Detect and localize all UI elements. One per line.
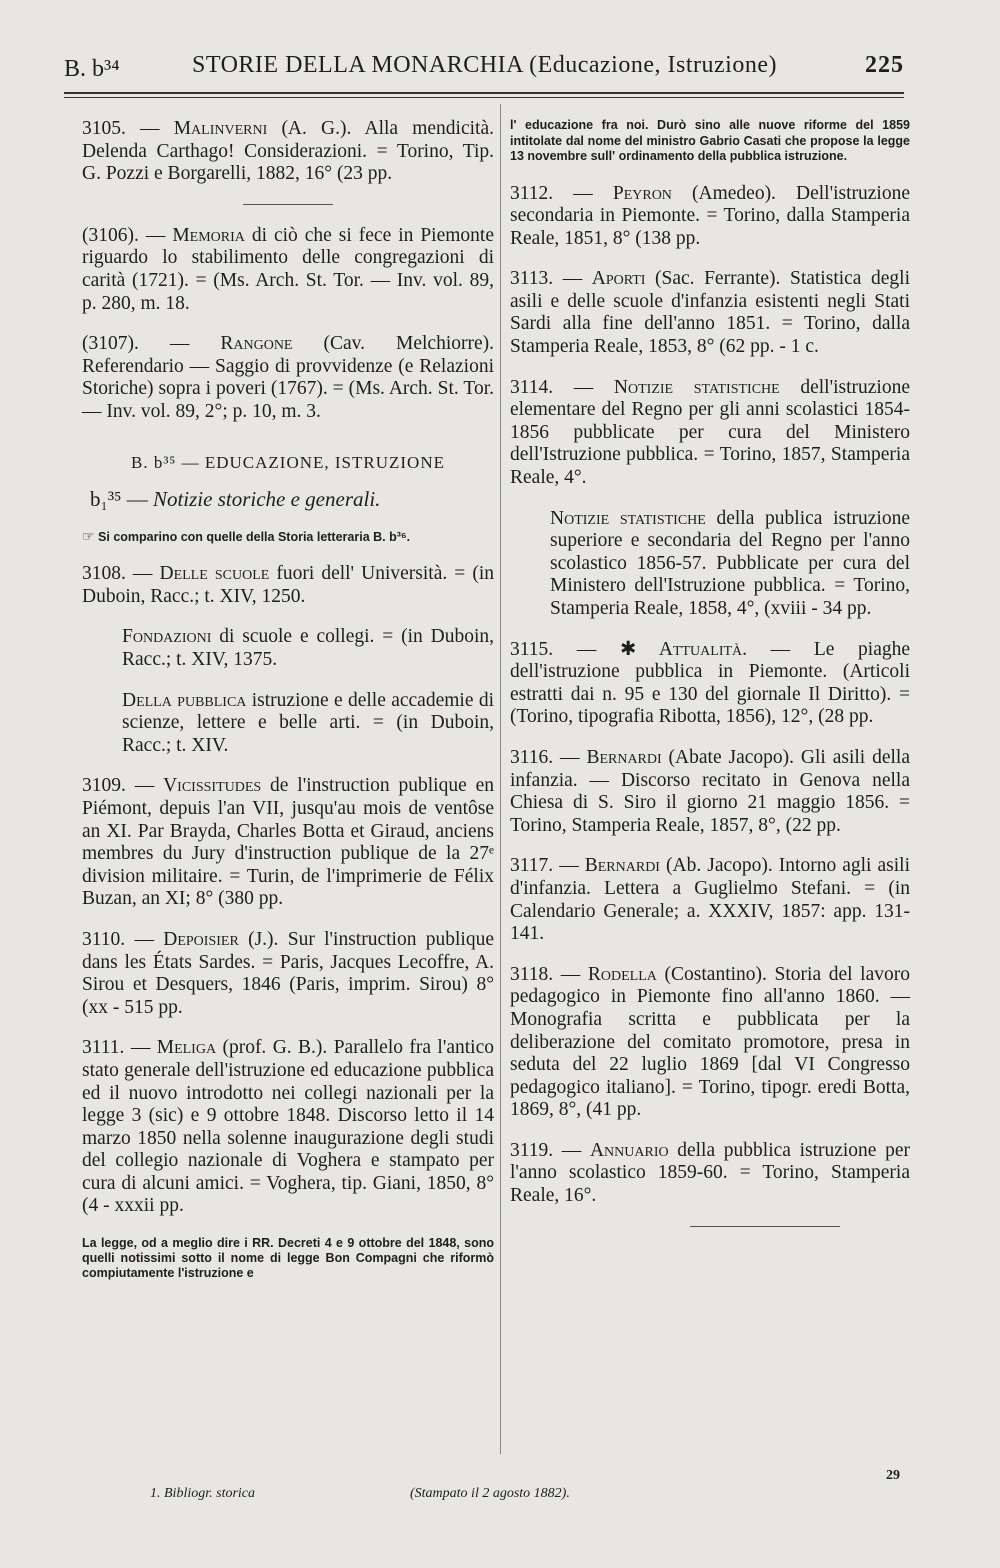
entry-author: Rodella <box>587 963 657 985</box>
entry-text: fuori dell' Università. = (in Duboin, Racc.; t. XIV, 1250. <box>82 563 495 607</box>
right-column <box>510 118 910 1227</box>
entry-text: . — Le piaghe dell'istruzione pubblica in Piemonte. (Articoli estratti dai n. 95 e 130 del giornale Il Diritto). = (Torino, tipografia Ribotta, 1856), 12°, (28 pp. <box>510 638 911 728</box>
entry-author: Bernardi <box>584 855 660 877</box>
separator <box>690 1226 840 1227</box>
entry-3115: 3115. — ✱ Attualità. — Le piaghe dell'istruzione pubblica in Piemonte. (Articoli estratti dai n. 95 e 130 del giornale Il Diritto). = (Torino, tipografia Ribotta, 1856), 12°, (28 pp. <box>510 638 911 728</box>
entry-text: (Abate Jacopo). Gli asili della infanzia. — Discorso recitato in Genova nella Chiesa di S. Siro il giorno 21 maggio 1856. = Torino, Stamperia Reale, 1857, 8°, (22 pp. <box>510 746 910 836</box>
header-title: STORIE DELLA MONARCHIA (Educazione, Istruzione) <box>192 52 777 78</box>
running-header <box>64 50 904 86</box>
entry-text: (A. G.). Alla mendicità. Delenda Carthago! Considerazioni. = Torino, Tip. G. Pozzi e Borgarelli, 1882, 16° (23 pp. <box>82 118 494 185</box>
entry-number: 3114. <box>510 376 554 398</box>
entry-author: Bernardi <box>586 746 662 768</box>
entry-text: di ciò che si fece in Piemonte riguardo lo stabilimento delle congregazioni di carità (1721). = (Ms. Arch. St. Tor. — Inv. vol. 89, p. 280, m. 18. <box>82 224 494 314</box>
entry-3117: 3117. — Bernardi (Ab. Jacopo). Intorno agli asili d'infanzia. Lettera a Guglielmo Stefani. = (in Calendario Generale; a. XXXIV, 1857: app. 131-141. <box>510 855 910 945</box>
entry-author: Vicissitudes <box>163 775 262 797</box>
section-title: B. b³⁵ — EDUCAZIONE, ISTRUZIONE <box>131 452 445 472</box>
entry-number: 3118. <box>510 963 554 985</box>
separator <box>243 204 333 205</box>
entry-3108c <box>82 690 494 758</box>
entry-3114b <box>510 508 910 621</box>
entry-text: di scuole e collegi. = (in Duboin, Racc.; t. XIV, 1375. <box>122 626 494 670</box>
entry-text: (Amedeo). Dell'istruzione secondaria in Piemonte. = Torino, dalla Stamperia Reale, 1851, 8° (138 pp. <box>510 182 911 249</box>
column-divider <box>500 104 501 1454</box>
entry-author: Notizie statistiche <box>613 376 780 398</box>
page-footer <box>150 1468 910 1501</box>
entry-number: 3117. <box>510 855 554 877</box>
entry-author: Peyron <box>612 182 672 204</box>
page-number: 225 <box>865 52 904 78</box>
entry-3108b <box>82 626 494 671</box>
entry-author: ✱ Attualità <box>619 638 743 660</box>
entry-author: Fondazioni <box>122 626 212 648</box>
entry-3109: 3109. — Vicissitudes de l'instruction publique en Piémont, depuis l'an VII, jusqu'au mois de ventôse an XI. Par Brayda, Charles Botta et Giraud, anciens membres du Jury d'instruction publique de la 27ᵉ division militaire. = Turin, de l'imprimerie de Félix Buzan, an XI; 8° (380 pp. <box>82 775 495 910</box>
entry-3111: 3111. — Meliga (prof. G. B.). Parallelo fra l'antico stato generale dell'istruzione ed educazione pubblica ed il nuovo introdotto nei collegi nazionali per la legge 3 (sic) e 9 ottobre 1848. Discorso letto il 14 marzo 1850 nella solenne inaugurazione degli studi del collegio nazionale di Voghera e stampato per cura di alcuni amici. = Voghera, tip. Giani, 1850, 8° (4 - xxxii pp. <box>82 1037 495 1217</box>
entry-3108: 3108. — Delle scuole fuori dell' Università. = (in Duboin, Racc.; t. XIV, 1250. <box>82 563 495 607</box>
header-rule-thin <box>64 97 904 98</box>
entry-number: 3110. <box>82 928 126 950</box>
entry-3118: 3118. — Rodella (Costantino). Storia del lavoro pedagogico in Piemonte fino all'anno 1860. — Monografia scritta e pubblicata per la deliberazione del comitato promotore, presa in seduta del 22 luglio 1869 [dal VI Congresso pedagogico italiano]. = Torino, tipogr. eredi Botta, 1869, 8°, (41 pp. <box>510 963 910 1121</box>
entry-author: Rangone <box>220 333 293 355</box>
entry-3107: (3107). — Rangone (Cav. Melchiorre). Referendario — Saggio di provvidenze (e Relazioni Storiche) sopra i poveri (1767). = (Ms. Arch. St. Tor. — Inv. vol. 89, 2°; p. 10, m. 3. <box>82 333 495 422</box>
entry-3114: 3114. — Notizie statistiche dell'istruzione elementare del Regno per gli anni scolastici 1854-1856 pubblicate per cura del Ministero dell'Istruzione pubblica. = Torino, 1857, Stamperia Reale, 4°. <box>510 376 910 489</box>
cross-reference-text: Si comparino con quelle della Storia letteraria B. b³⁶. <box>98 529 411 544</box>
entry-author: Depoisier <box>163 928 239 950</box>
entry-number: 3111. <box>82 1037 125 1059</box>
cross-reference <box>82 529 494 546</box>
entry-author: Malinverni <box>173 118 268 139</box>
entry-3119: 3119. — Annuario della pubblica istruzione per l'anno scolastico 1859-60. = Torino, Stamperia Reale, 16°. <box>510 1139 911 1207</box>
entry-text: dell'istruzione elementare del Regno per gli anni scolastici 1854-1856 pubblicate per cura del Ministero dell'Istruzione pubblica. = Torino, 1857, Stamperia Reale, 4°. <box>510 376 910 489</box>
footnote-continuation: l' educazione fra noi. Durò sino alle nuove riforme del 1859 intitolate dal nome del ministro Gabrio Casati che propose la legge 13 novembre sull' ordinamento della pubblica istruzione. <box>510 118 910 163</box>
entry-author: Notizie statistiche <box>550 507 706 529</box>
left-column <box>82 118 494 1281</box>
footer-print-date: (Stampato il 2 agosto 1882). <box>410 1486 570 1501</box>
entry-text: de l'instruction publique en Piémont, depuis l'an VII, jusqu'au mois de ventôse an XI. Par Brayda, Charles Botta et Giraud, anciens membres du Jury d'instruction publique de la 27ᵉ division militaire. = Turin, de l'imprimerie de Félix Buzan, an XI; 8° (380 pp. <box>82 775 495 910</box>
entry-text: (Costantino). Storia del lavoro pedagogico in Piemonte fino all'anno 1860. — Monografia scritta e pubblicata per la deliberazione del comitato promotore, presa in seduta del 22 luglio 1869 [dal VI Congresso pedagogico italiano]. = Torino, tipogr. eredi Botta, 1869, 8°, (41 pp. <box>510 963 910 1121</box>
entry-3106: (3106). — Memoria di ciò che si fece in Piemonte riguardo lo stabilimento delle congregazioni di carità (1721). = (Ms. Arch. St. Tor. — Inv. vol. 89, p. 280, m. 18. <box>82 224 494 314</box>
entry-number: 3115. <box>510 638 554 660</box>
pointing-hand-icon: ☞ <box>82 527 95 544</box>
entry-author: Della pubblica <box>122 689 247 711</box>
entry-number: 3116. <box>510 746 554 768</box>
entry-number: 3119. <box>510 1139 554 1161</box>
entry-3112: 3112. — Peyron (Amedeo). Dell'istruzione secondaria in Piemonte. = Torino, dalla Stamperia Reale, 1851, 8° (138 pp. <box>510 182 911 249</box>
entry-3110: 3110. — Depoisier (J.). Sur l'instruction publique dans les États Sardes. = Paris, Jacques Lecoffre, A. Sirou et Desquers, 1846 (Paris, imprim. Sirou) 8° (xx - 515 pp. <box>82 928 494 1018</box>
entry-text: (J.). Sur l'instruction publique dans les États Sardes. = Paris, Jacques Lecoffre, A. Sirou et Desquers, 1846 (Paris, imprim. Sirou) 8° (xx - 515 pp. <box>82 928 494 1018</box>
footnote: La legge, od a meglio dire i RR. Decreti 4 e 9 ottobre del 1848, sono quelli notissimi sotto il nome di legge Bon Compagni che riformò compiutamente l'istruzione e <box>82 1236 494 1281</box>
entry-text: (Ab. Jacopo). Intorno agli asili d'infanzia. Lettera a Guglielmo Stefani. = (in Calendario Generale; a. XXXIV, 1857: app. 131-141. <box>510 855 910 945</box>
entry-number: 3108. <box>82 563 126 585</box>
subsection-code: b₁³⁵ — <box>90 487 148 512</box>
entry-number: 3113. <box>510 268 554 290</box>
entry-3105: 3105. — Malinverni (A. G.). Alla mendicità. Delenda Carthago! Considerazioni. = Torino, Tip. G. Pozzi e Borgarelli, 1882, 16° (23 pp. <box>82 118 494 185</box>
subsection-title <box>82 488 494 511</box>
entry-author: Delle scuole <box>159 563 270 585</box>
entry-text: (prof. G. B.). Parallelo fra l'antico stato generale dell'istruzione ed educazione pubblica ed il nuovo introdotto nei collegi nazionali per la legge 3 (sic) e 9 ottobre 1848. Discorso letto il 14 marzo 1850 nella solenne inaugurazione degli studi del collegio nazionale di Voghera e stampato per cura di alcuni amici. = Voghera, tip. Giani, 1850, 8° (4 - xxxii pp. <box>82 1037 495 1217</box>
entry-number: 3112. <box>510 182 554 204</box>
entry-number: 3109. <box>82 775 126 797</box>
footer-signature: 29 <box>886 1468 900 1483</box>
entry-text: della publica istruzione superiore e secondaria del Regno per l'anno scolastico 1856-57. Pubblicate per cura del Ministero dell'Istruzione pubblica. = Torino, Stamperia Reale, 1858, 4°, (xviii - 34 pp. <box>550 507 910 619</box>
entry-text: istruzione e delle accademie di scienze, lettere e belle arti. = (in Duboin, Racc.; t. XIV. <box>122 689 494 756</box>
section-mark: B. b³⁴ <box>64 56 120 82</box>
entry-text: della pubblica istruzione per l'anno scolastico 1859-60. = Torino, Stamperia Reale, 16°. <box>510 1139 911 1207</box>
entry-author: Memoria <box>172 224 245 246</box>
entry-author: Annuario <box>589 1139 669 1161</box>
entry-3116: 3116. — Bernardi (Abate Jacopo). Gli asili della infanzia. — Discorso recitato in Genova nella Chiesa di S. Siro il giorno 21 maggio 1856. = Torino, Stamperia Reale, 1857, 8°, (22 pp. <box>510 746 910 836</box>
entry-number: (3107). <box>82 333 139 355</box>
entry-3113: 3113. — Aporti (Sac. Ferrante). Statistica degli asili e delle scuole d'infanzia esistenti negli Stati Sardi alla fine dell'anno 1851. = Torino, dalla Stamperia Reale, 1853, 8° (62 pp. - 1 c. <box>510 268 911 358</box>
subsection-text: Notizie storiche e generali. <box>152 487 381 512</box>
entry-text: (Cav. Melchiorre). Referendario — Saggio di provvidenze (e Relazioni Storiche) sopra i poveri (1767). = (Ms. Arch. St. Tor. — Inv. vol. 89, 2°; p. 10, m. 3. <box>82 333 495 422</box>
entry-number: 3105. <box>82 118 126 139</box>
entry-author: Meliga <box>156 1037 217 1059</box>
header-rule <box>64 92 904 94</box>
entry-author: Aporti <box>591 268 646 290</box>
footer-work-title: 1. Bibliogr. storica <box>150 1486 256 1501</box>
entry-number: (3106). <box>82 224 139 246</box>
entry-text: (Sac. Ferrante). Statistica degli asili e delle scuole d'infanzia esistenti negli Stati Sardi alla fine dell'anno 1851. = Torino, dalla Stamperia Reale, 1853, 8° (62 pp. - 1 c. <box>510 268 911 358</box>
